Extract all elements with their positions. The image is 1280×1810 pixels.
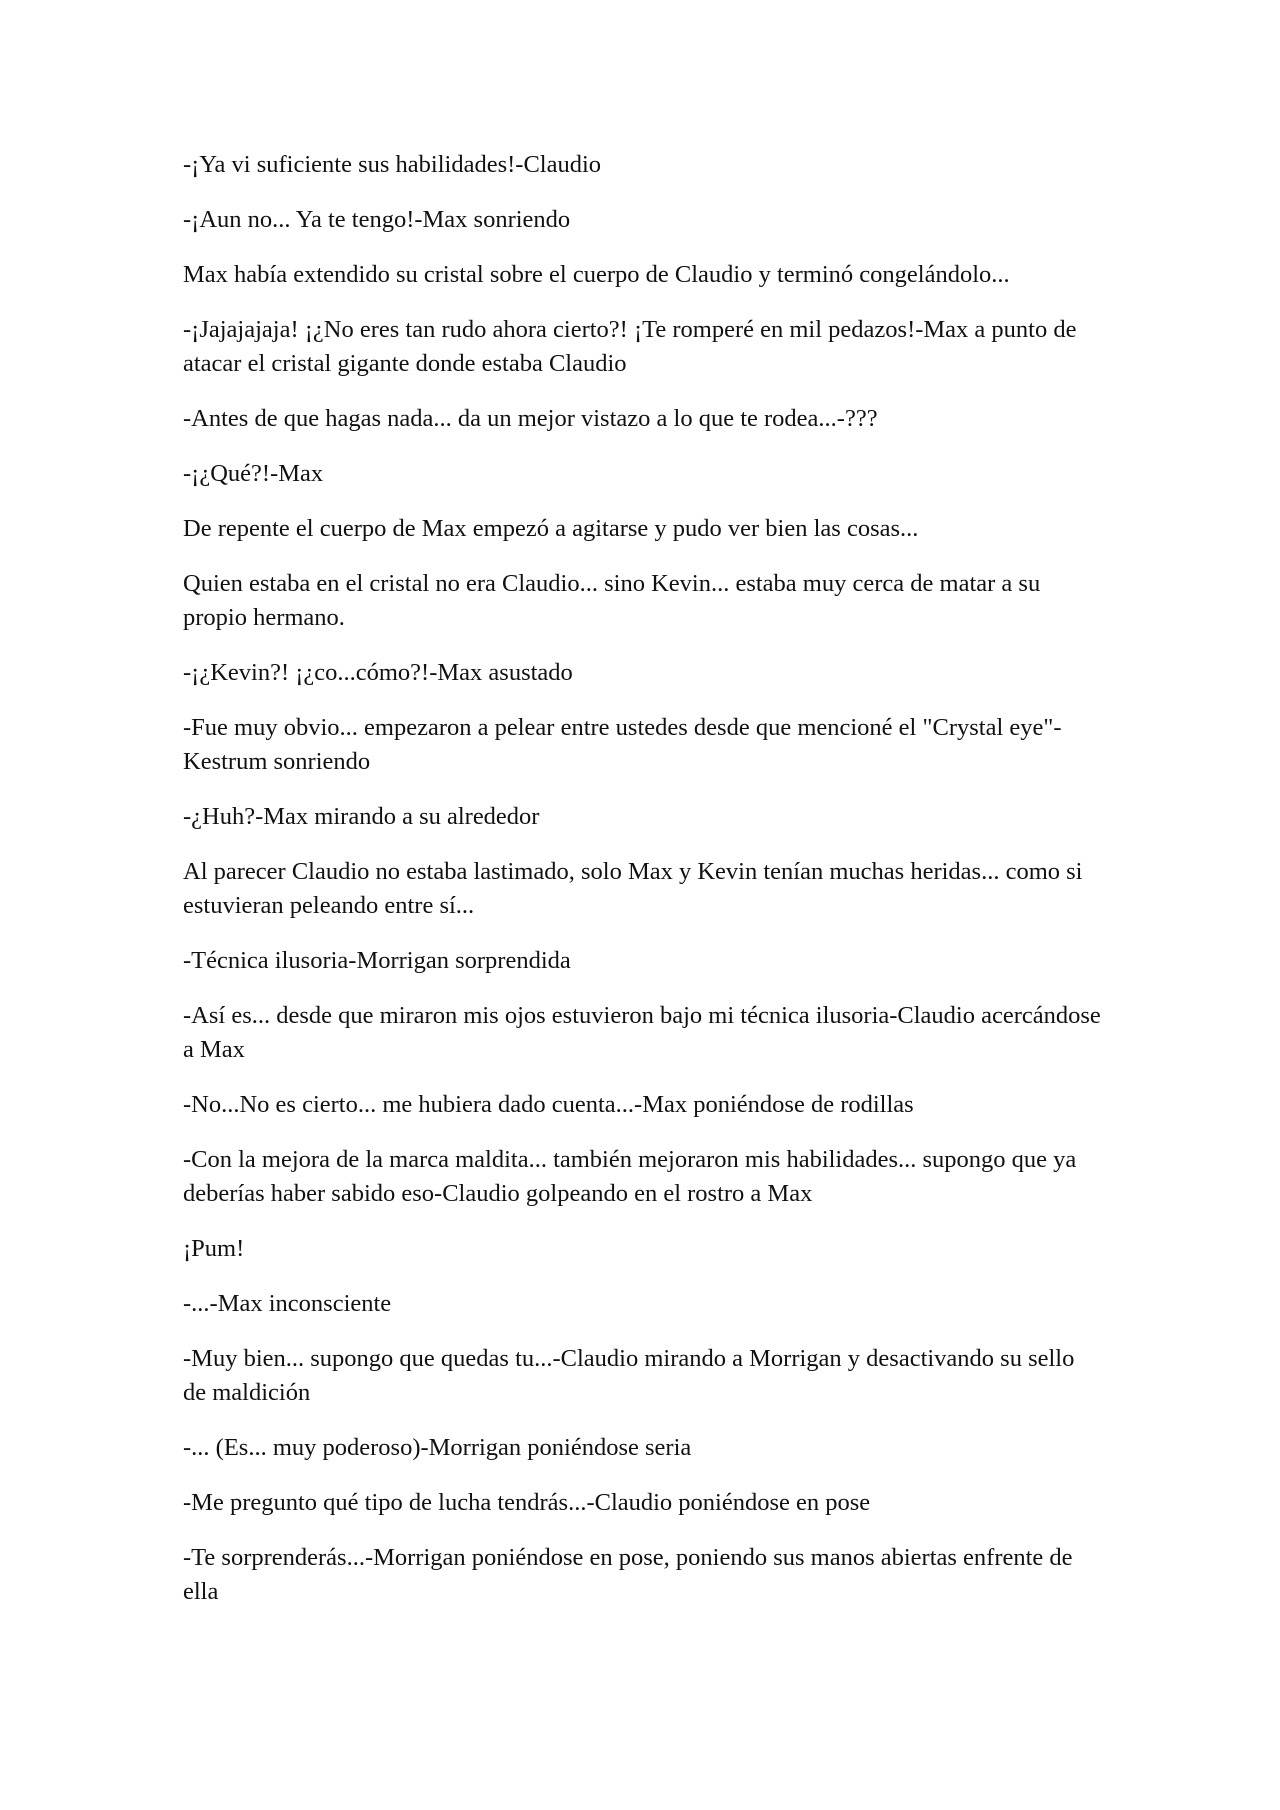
paragraph-20: -... (Es... muy poderoso)-Morrigan poniéndose seria [183,1434,692,1461]
paragraph-12: Al parecer Claudio no estaba lastimado, solo Max y Kevin tenían muchas heridas... como si estuvieran peleando entre sí... [183,858,1083,919]
paragraph-5: -Antes de que hagas nada... da un mejor vistazo a lo que te rodea...-??? [183,405,878,432]
paragraph-4: -¡Jajajajaja! ¡¿No eres tan rudo ahora cierto?! ¡Te romperé en mil pedazos!-Max a punto de atacar el cristal gigante donde estaba Claudio [183,316,1077,377]
paragraph-10: -Fue muy obvio... empezaron a pelear entre ustedes desde que mencioné el "Crystal eye"-Kestrum sonriendo [183,714,1062,775]
paragraph-2: -¡Aun no... Ya te tengo!-Max sonriendo [183,206,571,233]
paragraph-14: -Así es... desde que miraron mis ojos estuvieron bajo mi técnica ilusoria-Claudio acercándose a Max [183,1002,1101,1063]
paragraph-6: -¡¿Qué?!-Max [183,460,324,487]
paragraph-19: -Muy bien... supongo que quedas tu...-Claudio mirando a Morrigan y desactivando su sello de maldición [183,1345,1075,1406]
paragraph-8: Quien estaba en el cristal no era Claudio... sino Kevin... estaba muy cerca de matar a su propio hermano. [183,570,1041,631]
paragraph-16: -Con la mejora de la marca maldita... también mejoraron mis habilidades... supongo que ya deberías haber sabido eso-Claudio golpeando en el rostro a Max [183,1146,1077,1207]
paragraph-15: -No...No es cierto... me hubiera dado cuenta...-Max poniéndose de rodillas [183,1091,914,1118]
paragraph-17: ¡Pum! [183,1235,245,1262]
paragraph-1: -¡Ya vi suficiente sus habilidades!-Claudio [183,151,602,178]
paragraph-3: Max había extendido su cristal sobre el cuerpo de Claudio y terminó congelándolo... [183,261,1010,288]
paragraph-9: -¡¿Kevin?! ¡¿co...cómo?!-Max asustado [183,659,573,686]
paragraph-11: -¿Huh?-Max mirando a su alrededor [183,803,540,830]
paragraph-7: De repente el cuerpo de Max empezó a agitarse y pudo ver bien las cosas... [183,515,919,542]
paragraph-21: -Me pregunto qué tipo de lucha tendrás...-Claudio poniéndose en pose [183,1489,871,1516]
paragraph-22: -Te sorprenderás...-Morrigan poniéndose en pose, poniendo sus manos abiertas enfrente de ella [183,1544,1073,1605]
document-body [183,148,1103,1630]
paragraph-13: -Técnica ilusoria-Morrigan sorprendida [183,947,571,974]
paragraph-18: -...-Max inconsciente [183,1290,392,1317]
